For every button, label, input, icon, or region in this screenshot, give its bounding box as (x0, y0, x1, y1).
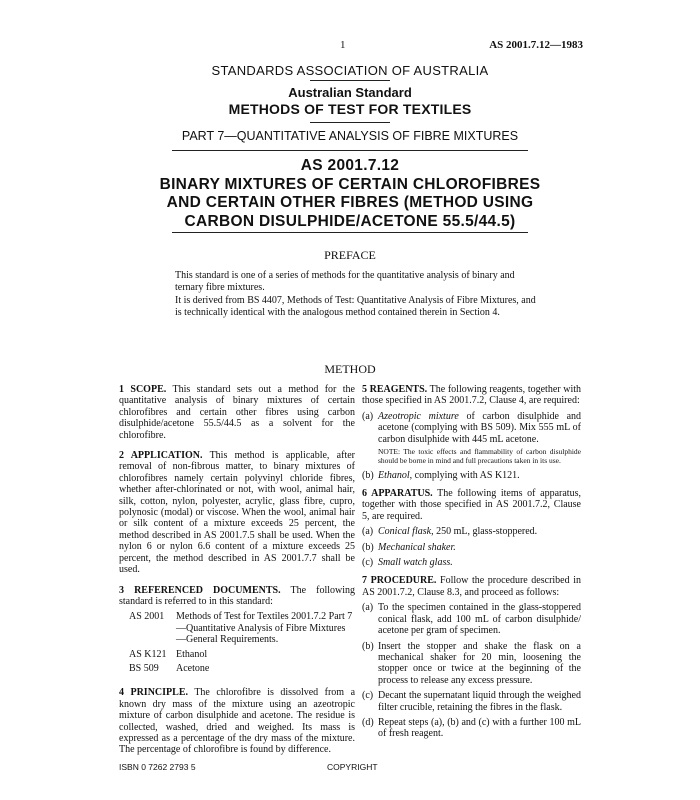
document-id: AS 2001.7.12—1983 (489, 39, 583, 51)
divider (310, 122, 390, 123)
item-text: To the specimen contained in the glass-stoppered conical flask, add 100 mL of carbon disulphide/ acetone per gram of specimen. (378, 602, 581, 637)
section-text: The chlorofibre is dissolved from a known dry mass of the mixture using an azeotropic mixture of carbon disulphide and acetone. The residue is collected, washed, dried and weighed. Its mass is expressed as a percentage of the dry mass of the mixture. The percentage of chlorofibre is found by difference. (119, 687, 356, 756)
section-title: 3 REFERENCED DOCUMENTS. (119, 584, 281, 596)
procedure-list (362, 602, 581, 739)
item-text (378, 470, 581, 481)
list-item (362, 641, 581, 687)
apparatus-section (362, 488, 581, 522)
scope-section (119, 384, 355, 441)
item-label: (d) (362, 716, 374, 728)
item-term: Ethanol (378, 469, 410, 481)
list-item (362, 542, 581, 553)
title-line: AS 2001.7.12 (300, 157, 400, 174)
reagents-section (362, 384, 581, 407)
apparatus-list (362, 526, 581, 568)
title-line: AND CERTAIN OTHER FIBRES (METHOD USING (166, 194, 534, 211)
section-text: The following reagents, together with those specified in AS 2001.7.2, Clause 4, are required: (362, 384, 582, 407)
section-title: 1 SCOPE. (119, 384, 167, 395)
section-text: The following standard is referred to in this standard: (119, 584, 355, 607)
section-title: 2 APPLICATION. (119, 450, 203, 462)
preface-paragraph: This standard is one of a series of methods for the quantitative analysis of binary and ternary fibre mixtures. (175, 270, 515, 293)
list-item (362, 717, 581, 740)
list-item (362, 690, 581, 713)
item-label: (a) (362, 526, 374, 538)
item-description: of carbon disulphide and acetone (complying with BS 509). Mix 555 mL of carbon disulphide with 445 mL acetone. (378, 410, 582, 445)
reference-code: AS 2001 (129, 611, 165, 623)
left-column (119, 384, 355, 765)
item-text (378, 411, 581, 466)
reagents-list (362, 411, 581, 481)
right-column (362, 384, 581, 747)
preface-heading: PREFACE (324, 248, 376, 262)
standard-type: Australian Standard (288, 85, 412, 100)
isbn: ISBN 0 7262 2793 5 (119, 762, 196, 772)
safety-note: NOTE: The toxic effects and flammability of carbon disulphide should be borne in mind and full precautions taken in its use. (378, 447, 581, 465)
section-title: 7 PROCEDURE. (362, 575, 437, 587)
list-item (362, 602, 581, 636)
item-label: (a) (362, 410, 374, 422)
application-section (119, 450, 355, 575)
reference-desc: Ethanol (176, 648, 208, 660)
divider (172, 232, 528, 233)
reference-code: BS 509 (129, 662, 159, 674)
list-item (362, 557, 581, 568)
title-line: CARBON DISULPHIDE/ACETONE 55.5/44.5) (184, 212, 516, 230)
main-title (0, 157, 700, 231)
item-label: (b) (362, 541, 374, 553)
item-label: (b) (362, 469, 374, 481)
references-table (119, 611, 355, 677)
divider (310, 80, 390, 81)
section-title: 6 APPARATUS. (362, 488, 433, 500)
section-text: This standard sets out a method for the quantitative analysis of binary mixtures of certain chlorofibres and certain other fibres using carbon disulphide/acetone 55.5/44.5 as a solvent for the chlorofibre. (119, 384, 355, 441)
list-item (362, 470, 581, 481)
item-label: (c) (362, 557, 374, 569)
references-section (119, 585, 355, 608)
item-text: Repeat steps (a), (b) and (c) with a further 100 mL of fresh reagent. (378, 716, 581, 740)
part-title: PART 7—QUANTITATIVE ANALYSIS OF FIBRE MIXTURES (181, 129, 519, 143)
item-term: Small watch glass. (378, 557, 453, 569)
section-text: Follow the procedure described in AS 2001.7.2, Clause 8.3, and proceed as follows: (362, 575, 581, 598)
copyright-notice: COPYRIGHT (327, 762, 378, 772)
item-term: Azeotropic mixture (378, 410, 459, 422)
item-description: , complying with AS K121. (409, 469, 520, 481)
item-term: Conical flask (378, 526, 432, 538)
item-description: , 250 mL, glass-stoppered. (431, 526, 538, 538)
item-label: (b) (362, 640, 374, 652)
item-text: Insert the stopper and shake the flask on a mechanical shaker for 20 min, loosening the stopper once or twice at the beginning of the process to release any excess pressure. (378, 640, 581, 686)
divider (172, 150, 528, 151)
preface-paragraph: It is derived from BS 4407, Methods of Test: Quantitative Analysis of Fibre Mixtures, and is technically identical with the analogous method contained therein in Section 4. (175, 295, 536, 318)
item-text (378, 526, 581, 537)
principle-section (119, 687, 355, 755)
item-text: Decant the supernatant liquid through the weighed filter crucible, retaining the fibres in the flask. (378, 690, 581, 713)
table-row (119, 611, 355, 648)
procedure-section (362, 575, 581, 598)
title-line: BINARY MIXTURES OF CERTAIN CHLOROFIBRES (159, 175, 541, 193)
series-title: METHODS OF TEST FOR TEXTILES (228, 101, 472, 117)
section-text: The following items of apparatus, together with those specified in AS 2001.7.2, Clause 5, are required. (362, 488, 581, 522)
reference-desc: Methods of Test for Textiles 2001.7.2 Part 7—Quantitative Analysis of Fibre Mixtures—General Requirements. (176, 611, 353, 646)
reference-desc: Acetone (176, 662, 210, 674)
item-term: Mechanical shaker. (378, 541, 456, 553)
item-label: (c) (362, 690, 374, 702)
section-title: 5 REAGENTS. (362, 384, 428, 395)
page-number: 1 (340, 39, 346, 51)
item-text (378, 542, 581, 553)
method-heading: METHOD (324, 362, 376, 376)
item-label: (a) (362, 602, 374, 614)
section-title: 4 PRINCIPLE. (119, 687, 188, 699)
list-item (362, 411, 581, 466)
list-item (362, 526, 581, 537)
item-text (378, 557, 581, 568)
section-text: This method is applicable, after removal of non-fibrous matter, to binary mixtures of chlorofibres namely certain polyvinyl chloride fibres, whether after-chlorinated or not, with wool, animal hair, silk, cotton, nylon, polyester, acrylic, glass fibre, cupro, polynosic (modal) or viscose. When the wool, animal hair or silk content of a mixture exceeds 25 percent, the method described in AS 2001.7.5 shall be used. When the nylon 6 or nylon 6.6 content of a mixture exceeds 25 percent, the method described in AS 2001.7.7 shall be used. (119, 450, 355, 576)
reference-code: AS K121 (129, 648, 167, 660)
table-row (119, 649, 355, 663)
association-name: STANDARDS ASSOCIATION OF AUSTRALIA (211, 63, 489, 78)
table-row (119, 663, 355, 677)
